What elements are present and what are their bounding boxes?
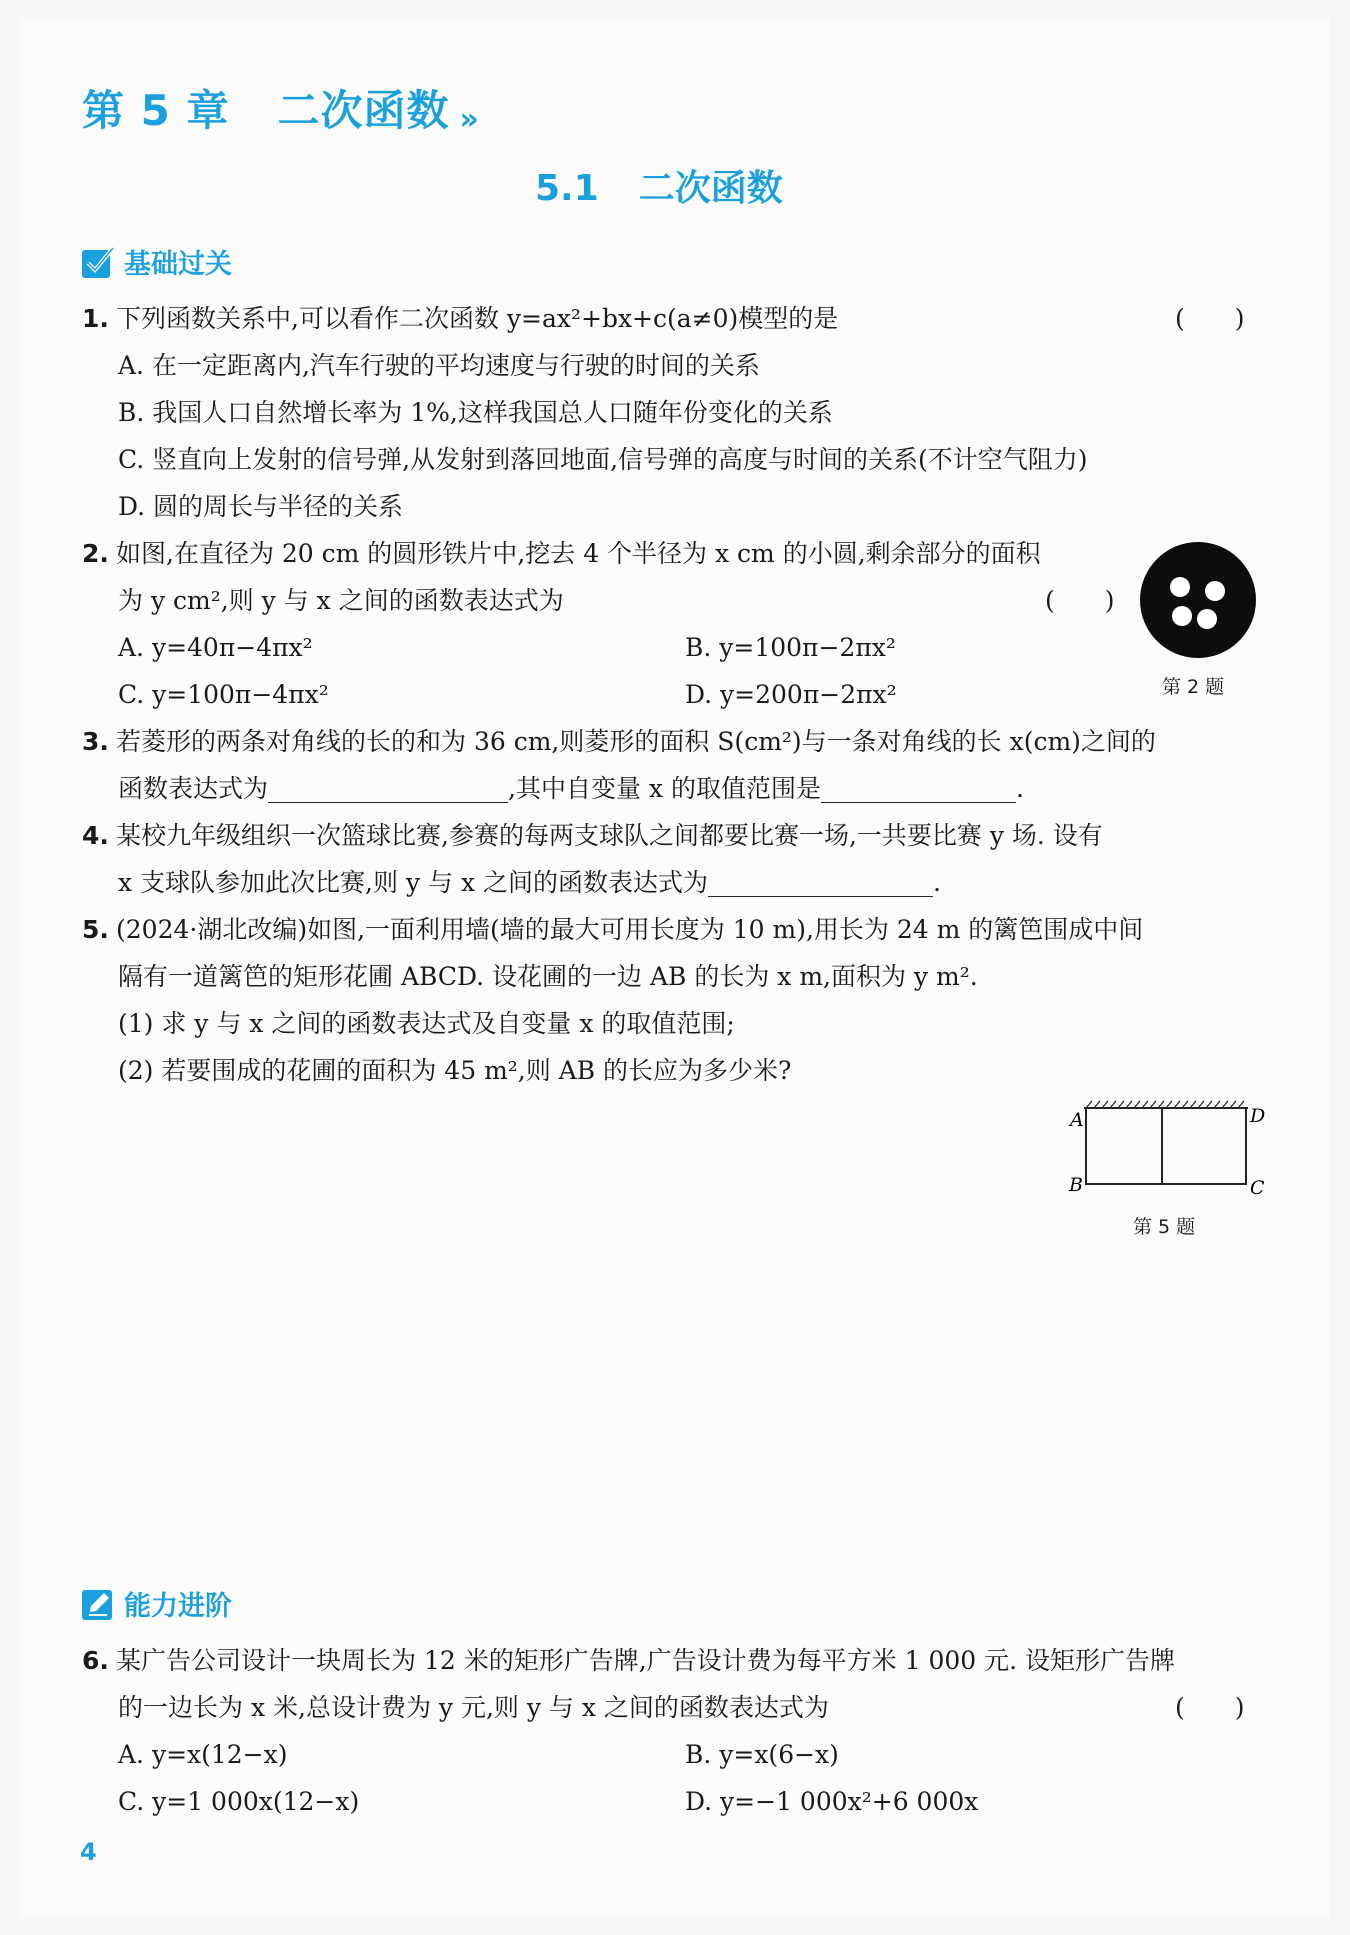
vertex-label-c: C	[1250, 1177, 1265, 1199]
option-c: C. y=100π−4πx²	[118, 680, 329, 709]
question-5-part2: (2) 若要围成的花圃的面积为 45 m²,则 AB 的长应为多少米?	[118, 1056, 792, 1085]
answer-parentheses: ( )	[1175, 304, 1245, 333]
question-line1: 某广告公司设计一块周长为 12 米的矩形广告牌,广告设计费为每平方米 1 000 元. 设矩形广告牌	[116, 1646, 1176, 1675]
question-4-line2	[118, 859, 941, 906]
question-stem-line1: 如图,在直径为 20 cm 的圆形铁片中,挖去 4 个半径为 x cm 的小圆,剩余部分的面积	[116, 539, 1041, 568]
page-number: 4	[80, 1838, 97, 1866]
question-6	[82, 1637, 1175, 1684]
chapter-label: 第 5 章	[82, 86, 230, 135]
option-b: B. 我国人口自然增长率为 1%,这样我国总人口随年份变化的关系	[118, 398, 833, 427]
text: .	[933, 868, 941, 897]
question-1	[82, 295, 838, 342]
edit-icon	[80, 1586, 116, 1622]
question-number: 1.	[82, 304, 109, 333]
answer-parentheses: ( )	[1045, 586, 1115, 615]
text: .	[1015, 774, 1024, 803]
figure-2-disc	[1138, 540, 1258, 660]
question-line1: (2024·湖北改编)如图,一面利用墙(墙的最大可用长度为 10 m),用长为 24 m 的篱笆围成中间	[116, 915, 1144, 944]
basic-section-badge	[80, 242, 232, 281]
question-5-part1: (1) 求 y 与 x 之间的函数表达式及自变量 x 的取值范围;	[118, 1009, 735, 1038]
fill-blank-expression[interactable]	[708, 866, 933, 897]
question-stem: 下列函数关系中,可以看作二次函数 y=ax²+bx+c(a≠0)模型的是	[116, 304, 839, 333]
option-a: A. y=40π−4πx²	[118, 633, 313, 662]
section-name: 二次函数	[638, 168, 783, 209]
option-c: C. y=1 000x(12−x)	[118, 1787, 360, 1816]
fill-blank-expression[interactable]	[268, 772, 508, 803]
option-b: B. y=100π−2πx²	[685, 633, 896, 662]
answer-parentheses: ( )	[1175, 1693, 1245, 1722]
double-chevron-icon: »	[459, 102, 480, 137]
option-c: C. 竖直向上发射的信号弹,从发射到落回地面,信号弹的高度与时间的关系(不计空气阻力)	[118, 445, 1088, 474]
question-5-line2: 隔有一道篱笆的矩形花圃 ABCD. 设花圃的一边 AB 的长为 x m,面积为 y m².	[118, 962, 978, 991]
question-6-line2: 的一边长为 x 米,总设计费为 y 元,则 y 与 x 之间的函数表达式为	[118, 1693, 829, 1722]
vertex-label-a: A	[1070, 1109, 1084, 1131]
checkbox-icon	[80, 244, 116, 280]
question-2	[82, 530, 1041, 577]
option-b: B. y=x(6−x)	[685, 1740, 839, 1769]
option-d: D. y=200π−2πx²	[685, 680, 897, 709]
vertex-label-b: B	[1069, 1174, 1083, 1196]
option-a: A. y=x(12−x)	[118, 1740, 288, 1769]
question-number: 6.	[82, 1646, 109, 1675]
question-number: 3.	[82, 727, 109, 756]
question-number: 5.	[82, 915, 109, 944]
question-line1: 若菱形的两条对角线的长的和为 36 cm,则菱形的面积 S(cm²)与一条对角线的长 x(cm)之间的	[116, 727, 1156, 756]
option-d: D. 圆的周长与半径的关系	[118, 492, 404, 521]
question-number: 4.	[82, 821, 109, 850]
fill-blank-range[interactable]	[821, 772, 1016, 803]
question-line1: 某校九年级组织一次篮球比赛,参赛的每两支球队之间都要比赛一场,一共要比赛 y 场. 设有	[116, 821, 1103, 850]
question-5	[82, 906, 1143, 953]
section-title	[535, 160, 783, 211]
option-a: A. 在一定距离内,汽车行驶的平均速度与行驶的时间的关系	[118, 351, 760, 380]
figure-5-caption: 第 5 题	[1133, 1216, 1196, 1238]
question-3	[82, 718, 1156, 765]
text: x 支球队参加此次比赛,则 y 与 x 之间的函数表达式为	[118, 868, 709, 897]
text: ,其中自变量 x 的取值范围是	[508, 774, 821, 803]
vertex-label-d: D	[1250, 1105, 1266, 1127]
basic-section-title: 基础过关	[124, 249, 232, 280]
question-stem-line2: 为 y cm²,则 y 与 x 之间的函数表达式为	[118, 586, 564, 615]
figure-2-caption: 第 2 题	[1162, 676, 1225, 698]
question-number: 2.	[82, 539, 109, 568]
chapter-title: 二次函数	[277, 86, 450, 135]
advanced-section-badge	[80, 1584, 232, 1623]
figure-5-garden	[1062, 1098, 1266, 1199]
option-d: D. y=−1 000x²+6 000x	[685, 1787, 979, 1816]
advanced-section-title: 能力进阶	[124, 1591, 232, 1622]
section-number: 5.1	[535, 168, 599, 209]
question-4	[82, 812, 1103, 859]
chapter-heading	[82, 78, 480, 138]
question-3-line2	[118, 765, 1024, 812]
text: 函数表达式为	[118, 774, 269, 803]
